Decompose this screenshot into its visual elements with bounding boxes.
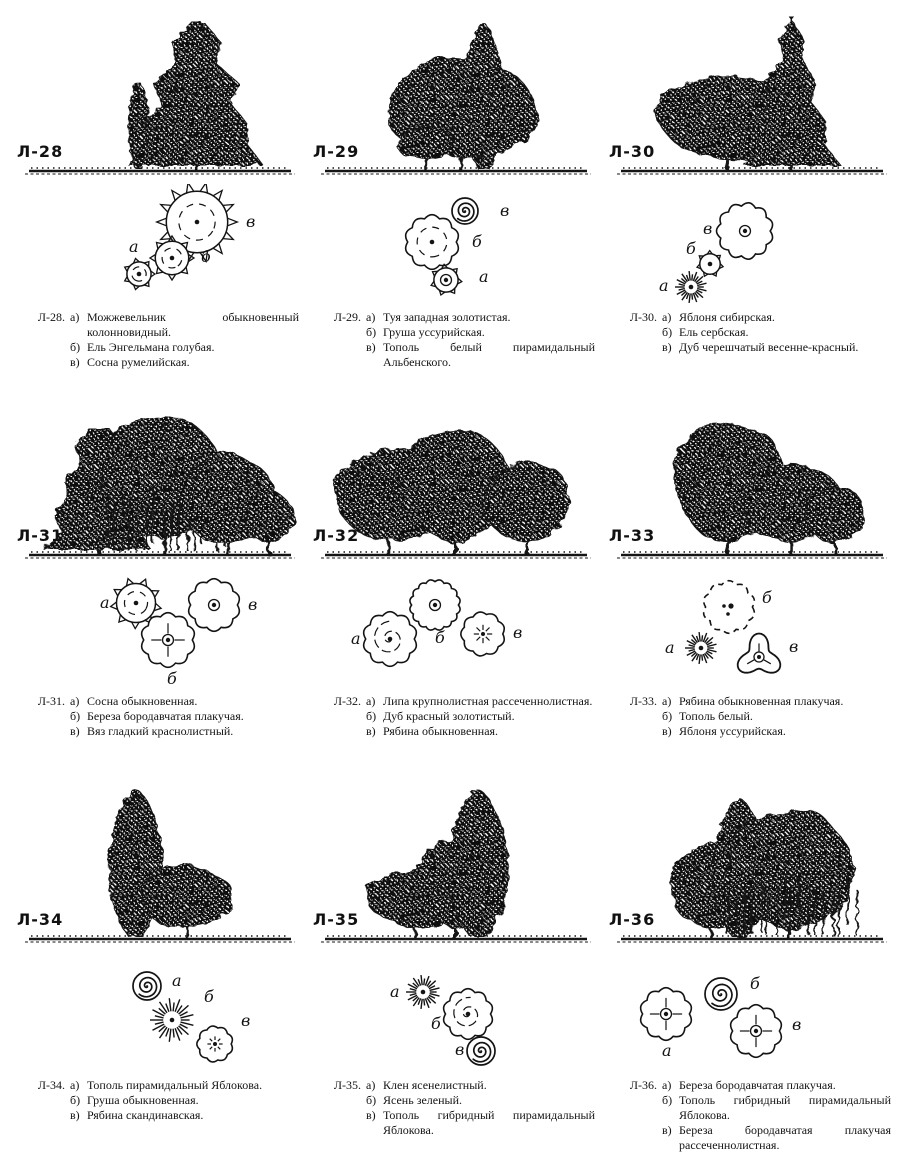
species-name: Клен ясенелистный. <box>383 1078 487 1092</box>
species-letter: а) <box>70 694 80 708</box>
plan-symbol-letter: в <box>792 1015 802 1034</box>
caption-row <box>321 709 595 724</box>
species-name: Можжевельник обыкновенный колонновидный. <box>87 310 299 339</box>
species-letter: а) <box>366 310 376 324</box>
plan-symbol-letter: в <box>246 212 256 231</box>
species-letter: в) <box>366 724 376 738</box>
plan-symbols <box>15 568 303 692</box>
tree-elevation-figure <box>311 6 599 186</box>
caption-row <box>321 340 595 370</box>
caption-row <box>25 1078 299 1093</box>
plan-symbol-cloud <box>351 612 416 667</box>
plan-symbol-spiky <box>431 264 488 295</box>
species-letter: б) <box>662 709 673 723</box>
species-letter: б) <box>70 340 81 354</box>
species-letter: а) <box>366 1078 376 1092</box>
species-name: Яблоня сибирская. <box>679 310 775 324</box>
species-name: Липа крупнолистная рассеченнолистная. <box>383 694 593 708</box>
tree-elevation-figure <box>311 774 599 954</box>
plan-symbol-letter: а <box>662 1041 672 1060</box>
panel-л-34 <box>15 774 303 1158</box>
species-letter: а) <box>366 694 376 708</box>
plan-symbol-scallop <box>410 580 460 647</box>
species-name: Рябина обыкновенная плакучая. <box>679 694 844 708</box>
species-letter: б) <box>70 1093 81 1107</box>
caption-row <box>617 325 891 340</box>
plan-symbol-cloudDashed <box>704 581 772 634</box>
species-letter: в) <box>662 340 672 354</box>
plan-symbol-letter: б <box>201 247 211 266</box>
plan-symbol-letter: б <box>204 987 214 1006</box>
plan-symbol-sunburst <box>659 271 707 303</box>
panel-л-33 <box>607 390 895 774</box>
panel-л-28 <box>15 6 303 390</box>
plan-symbol-letter: а <box>100 593 110 612</box>
panel-label: Л-30 <box>609 142 656 161</box>
plan-symbol-cloud <box>431 989 492 1040</box>
panel-label: Л-29 <box>313 142 360 161</box>
plan-symbol-spiral <box>455 1037 495 1065</box>
panel-label: Л-36 <box>609 910 656 929</box>
plan-symbols <box>311 952 599 1076</box>
panel-л-32 <box>311 390 599 774</box>
plan-symbols <box>15 952 303 1076</box>
panel-л-31 <box>15 390 303 774</box>
plan-symbol-cloud <box>641 988 692 1060</box>
caption-row <box>25 310 299 340</box>
plan-symbols <box>607 568 895 692</box>
panel-label: Л-28 <box>17 142 64 161</box>
caption-id: Л-36. <box>629 1078 657 1092</box>
plan-symbol-letter: б <box>431 1014 441 1033</box>
species-name: Тополь белый. <box>679 709 753 723</box>
species-letter: а) <box>70 310 80 324</box>
species-name: Яблоня уссурийская. <box>679 724 786 738</box>
caption-row <box>25 694 299 709</box>
caption-row <box>617 1078 891 1093</box>
tree-elevation-figure <box>15 6 303 186</box>
plan-symbols <box>311 184 599 308</box>
species-letter: б) <box>662 1093 673 1107</box>
tree-elevation-figure <box>311 390 599 570</box>
caption-row <box>617 340 891 355</box>
plan-symbol-letter: в <box>455 1040 465 1059</box>
plan-symbol-letter: б <box>472 232 482 251</box>
plan-symbol-letter: а <box>390 982 400 1001</box>
species-name: Вяз гладкий краснолистный. <box>87 724 234 738</box>
species-name: Сосна обыкновенная. <box>87 694 198 708</box>
caption-row <box>321 1108 595 1138</box>
species-letter: б) <box>662 325 673 339</box>
caption-id: Л-30. <box>629 310 657 324</box>
species-letter: в) <box>70 724 80 738</box>
species-name: Береза бородавчатая плакучая рассеченнолистная. <box>679 1123 891 1152</box>
species-letter: в) <box>70 355 80 369</box>
caption-row <box>617 724 891 739</box>
caption <box>607 310 895 355</box>
plan-symbol-letter: в <box>248 595 258 614</box>
caption <box>311 694 599 739</box>
caption-id: Л-31. <box>37 694 65 708</box>
caption-id: Л-34. <box>37 1078 65 1092</box>
book-page <box>15 0 895 1158</box>
species-name: Рябина скандинавская. <box>87 1108 204 1122</box>
species-letter: а) <box>662 1078 672 1092</box>
caption-row <box>321 694 595 709</box>
plan-symbol-sunburst <box>390 975 440 1009</box>
plan-symbol-cloud <box>703 203 773 259</box>
caption-row <box>617 694 891 709</box>
species-name: Груша уссурийская. <box>383 325 485 339</box>
caption <box>607 1078 895 1153</box>
tree-elevation-figure <box>607 774 895 954</box>
caption-row <box>25 724 299 739</box>
caption <box>15 1078 303 1123</box>
panel-label: Л-33 <box>609 526 656 545</box>
plan-symbols <box>15 184 303 308</box>
species-name: Сосна румелийская. <box>87 355 190 369</box>
plan-symbol-letter: в <box>789 637 799 656</box>
plan-symbol-spiral <box>705 974 760 1010</box>
plan-symbol-letter: б <box>167 669 177 688</box>
plan-symbol-trefoil <box>738 634 799 673</box>
caption-row <box>321 724 595 739</box>
tree-elevation-figure <box>15 774 303 954</box>
species-name: Рябина обыкновенная. <box>383 724 499 738</box>
caption-row <box>321 1093 595 1108</box>
caption <box>15 694 303 739</box>
plan-symbol-letter: а <box>129 237 139 256</box>
plan-symbol-letter: в <box>703 219 713 238</box>
caption-row <box>321 325 595 340</box>
plan-symbol-letter: б <box>686 239 696 258</box>
plan-symbol-cloud <box>142 613 195 688</box>
plan-symbol-letter: в <box>500 201 510 220</box>
species-name: Ель сербская. <box>679 325 749 339</box>
caption-id: Л-35. <box>333 1078 361 1092</box>
species-letter: б) <box>366 325 377 339</box>
caption-row <box>617 310 891 325</box>
panel-label: Л-32 <box>313 526 360 545</box>
plan-symbol-letter: б <box>435 628 445 647</box>
plan-symbol-letter: в <box>513 623 523 642</box>
species-letter: а) <box>662 310 672 324</box>
species-name: Тополь гибридный пирамидальный Яблокова. <box>679 1093 891 1122</box>
panel-label: Л-34 <box>17 910 64 929</box>
species-name: Ясень зеленый. <box>383 1093 462 1107</box>
panel-label: Л-31 <box>17 526 64 545</box>
caption-row <box>617 1093 891 1123</box>
plan-symbol-sunburst <box>665 632 717 664</box>
species-letter: б) <box>366 1093 377 1107</box>
plan-symbol-spiral <box>452 198 509 224</box>
plan-symbols <box>311 568 599 692</box>
caption <box>311 310 599 370</box>
species-name: Ель Энгельмана голубая. <box>87 340 215 354</box>
caption <box>311 1078 599 1138</box>
plan-symbol-letter: б <box>750 974 760 993</box>
caption-row <box>25 355 299 370</box>
plan-symbol-cloud <box>197 1011 250 1062</box>
caption-id: Л-32. <box>333 694 361 708</box>
tree-elevation-figure <box>607 390 895 570</box>
caption <box>15 310 303 370</box>
plan-symbol-letter: б <box>762 588 772 607</box>
species-letter: в) <box>366 340 376 354</box>
species-letter: б) <box>366 709 377 723</box>
species-name: Туя западная золотистая. <box>383 310 511 324</box>
species-letter: в) <box>70 1108 80 1122</box>
plan-symbol-spiky <box>686 239 723 276</box>
caption-row <box>617 1123 891 1153</box>
tree-elevation-figure <box>15 390 303 570</box>
species-letter: а) <box>662 694 672 708</box>
caption-row <box>617 709 891 724</box>
panel-л-35 <box>311 774 599 1158</box>
plan-symbol-spiral <box>133 971 182 1000</box>
plan-symbol-spiky <box>125 237 155 290</box>
species-name: Тополь белый пирамидальный Альбенского. <box>383 340 595 369</box>
caption-id: Л-29. <box>333 310 361 324</box>
panel-л-36 <box>607 774 895 1158</box>
caption-row <box>321 310 595 325</box>
species-letter: в) <box>662 1123 672 1137</box>
species-name: Груша обыкновенная. <box>87 1093 199 1107</box>
plan-symbol-letter: а <box>172 971 182 990</box>
species-letter: а) <box>70 1078 80 1092</box>
species-name: Береза бородавчатая плакучая. <box>87 709 244 723</box>
plan-symbol-letter: а <box>479 267 489 286</box>
species-name: Береза бородавчатая плакучая. <box>679 1078 836 1092</box>
caption <box>607 694 895 739</box>
caption-row <box>25 709 299 724</box>
species-letter: в) <box>366 1108 376 1122</box>
plan-symbol-letter: а <box>351 629 361 648</box>
plan-symbols <box>607 184 895 308</box>
caption-row <box>25 340 299 355</box>
panel-label: Л-35 <box>313 910 360 929</box>
plan-symbols <box>607 952 895 1076</box>
plan-symbol-cloud <box>731 1005 802 1058</box>
plan-symbol-cloud <box>461 612 522 656</box>
species-name: Тополь гибридный пирамидальный Яблокова. <box>383 1108 595 1137</box>
species-letter: б) <box>70 709 81 723</box>
caption-id: Л-28. <box>37 310 65 324</box>
species-name: Тополь пирамидальный Яблокова. <box>87 1078 263 1092</box>
tree-elevation-figure <box>607 6 895 186</box>
plan-symbol-letter: в <box>241 1011 251 1030</box>
species-name: Дуб красный золотистый. <box>383 709 515 723</box>
plan-symbol-letter: а <box>659 276 669 295</box>
caption-row <box>25 1093 299 1108</box>
panel-л-29 <box>311 6 599 390</box>
species-name: Дуб черешчатый весенне-красный. <box>679 340 859 354</box>
caption-id: Л-33. <box>629 694 657 708</box>
plan-symbol-cloud <box>189 579 258 632</box>
plan-symbol-letter: а <box>665 638 675 657</box>
caption-row <box>25 1108 299 1123</box>
species-letter: в) <box>662 724 672 738</box>
caption-row <box>321 1078 595 1093</box>
panel-л-30 <box>607 6 895 390</box>
